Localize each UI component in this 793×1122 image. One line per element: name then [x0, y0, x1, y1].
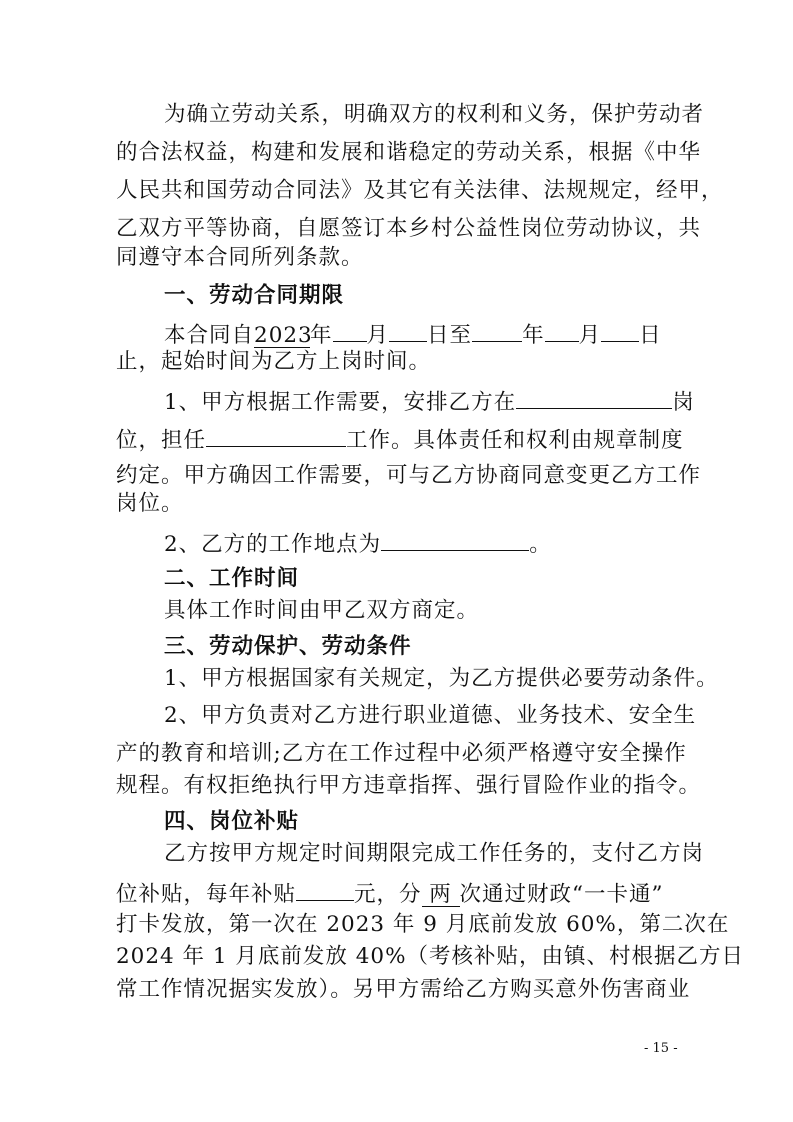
item2-text-a: 2、乙方的工作地点为	[164, 532, 382, 557]
intro-line-1: 为确立劳动关系，明确双方的权利和义务，保护劳动者	[164, 102, 705, 127]
intro-line-4: 乙双方平等协商，自愿签订本乡村公益性岗位劳动协议，共	[116, 216, 702, 241]
subsidy-text-b: 元，分	[354, 882, 422, 907]
job-field	[206, 424, 346, 447]
section-4-line-2	[116, 878, 676, 909]
section-1-heading: 一、劳动合同期限	[164, 283, 345, 308]
item1-text-b: 岗	[672, 390, 695, 415]
intro-line-2: 的合法权益，构建和发展和谐稳定的劳动关系，根据《中华	[116, 140, 702, 165]
item1-text-c: 位，担任	[116, 428, 207, 453]
section-4-line-5: 常工作情况据实发放）。另甲方需给乙方购买意外伤害商业	[116, 977, 691, 1002]
section-4-line-1: 乙方按甲方规定时间期限完成工作任务的，支付乙方岗	[164, 841, 705, 866]
term-label: 本合同自	[164, 323, 255, 348]
subsidy-amount-field	[296, 878, 354, 901]
subsidy-text-a: 位补贴，每年补贴	[116, 882, 297, 907]
end-day-label: 日	[639, 323, 662, 348]
end-month-field	[545, 319, 579, 342]
page-number: - 15 -	[644, 1041, 678, 1056]
contract-term-line	[164, 319, 676, 350]
section-3-item1: 1、甲方根据国家有关规定，为乙方提供必要劳动条件。	[164, 666, 719, 691]
work-location-field	[381, 528, 529, 551]
term-line-2: 止，起始时间为乙方上岗时间。	[116, 349, 432, 374]
item2-text-b: 。	[529, 532, 552, 557]
subsidy-text-c: 次通过财政“一卡通”	[459, 882, 664, 907]
section-2-heading: 二、工作时间	[164, 566, 300, 591]
start-day-field	[389, 319, 427, 342]
end-day-field	[601, 319, 639, 342]
section-4-line-4: 2024 年 1 月底前发放 40%（考核补贴，由镇、村根据乙方日	[116, 944, 745, 969]
section-4-heading: 四、岗位补贴	[164, 809, 300, 834]
month-label: 月	[366, 323, 390, 348]
intro-line-5: 同遵守本合同所列条款。	[116, 245, 364, 270]
section-3-heading: 三、劳动保护、劳动条件	[164, 634, 412, 659]
end-year-label: 年	[522, 323, 545, 348]
section-3-item2-line-1: 2、甲方负责对乙方进行职业道德、业务技术、安全生	[164, 703, 697, 728]
start-year-field: 2023	[254, 323, 313, 348]
item1-line-4: 岗位。	[116, 491, 184, 516]
day-to-label: 日至	[427, 323, 473, 348]
section-3-item2-line-3: 规程。有权拒绝执行甲方违章指挥、强行冒险作业的指令。	[116, 773, 702, 798]
post-field	[516, 386, 672, 409]
item1-text-d: 工作。具体责任和权利由规章制度	[346, 428, 684, 453]
end-year-field	[472, 319, 522, 342]
start-month-field	[333, 319, 367, 342]
payment-times-field: 两	[422, 884, 460, 907]
item1-line-1	[164, 386, 695, 417]
section-4-line-3: 打卡发放，第一次在 2023 年 9 月底前发放 60%，第二次在	[116, 912, 730, 937]
item1-line-2	[116, 424, 684, 455]
item2-line	[164, 528, 676, 559]
item1-text-a: 1、甲方根据工作需要，安排乙方在	[164, 390, 517, 415]
intro-line-3: 人民共和国劳动合同法》及其它有关法律、法规规定，经甲，	[116, 178, 724, 203]
year-label: 年	[310, 323, 333, 348]
section-2-text: 具体工作时间由甲乙双方商定。	[164, 598, 480, 623]
section-3-item2-line-2: 产的教育和培训;乙方在工作过程中必须严格遵守安全操作	[116, 741, 687, 766]
end-month-label: 月	[578, 323, 602, 348]
item1-line-3: 约定。甲方确因工作需要，可与乙方协商同意变更乙方工作	[116, 463, 702, 488]
